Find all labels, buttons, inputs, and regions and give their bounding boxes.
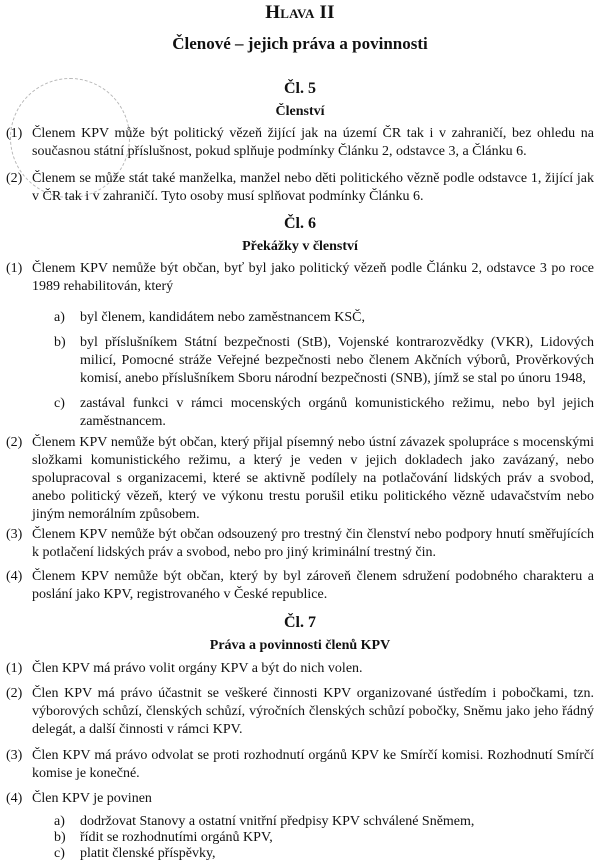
paragraph-number: (1) bbox=[6, 661, 23, 676]
article-7-paragraph-3 bbox=[6, 747, 594, 783]
article-5-paragraph-1 bbox=[6, 125, 594, 161]
article-7-item-c bbox=[54, 845, 594, 863]
item-letter: a) bbox=[54, 310, 65, 325]
paragraph-number: (4) bbox=[6, 791, 23, 806]
paragraph-number: (2) bbox=[6, 435, 23, 450]
item-letter: a) bbox=[54, 814, 65, 829]
paragraph-text: Členem KPV nemůže být občan odsouzený pro trestný čin členství nebo podpory hnutí směřujících k potlačení lidských práv a svobod, nebo pro jiný kriminální trestný čin. bbox=[32, 527, 594, 560]
paragraph-number: (2) bbox=[6, 686, 23, 701]
paragraph-number: (1) bbox=[6, 126, 23, 141]
item-letter: b) bbox=[54, 335, 66, 350]
paragraph-number: (3) bbox=[6, 748, 23, 763]
paragraph-number: (4) bbox=[6, 569, 23, 584]
paragraph-number: (1) bbox=[6, 261, 23, 276]
article-7-paragraph-1 bbox=[6, 660, 594, 678]
article-6-item-b bbox=[54, 334, 594, 388]
item-text: dodržovat Stanovy a ostatní vnitřní předpisy KPV schválené Sněmem, bbox=[80, 814, 475, 829]
article-7-paragraph-4 bbox=[6, 790, 594, 808]
article-5-paragraph-2 bbox=[6, 170, 594, 206]
paragraph-number: (3) bbox=[6, 527, 23, 542]
article-6-paragraph-1 bbox=[6, 260, 594, 296]
item-text: zastával funkci v rámci mocenských orgánů komunistického režimu, nebo byl jejich zaměstnancem. bbox=[80, 396, 594, 429]
chapter-subtitle: Členové – jejich práva a povinnosti bbox=[172, 34, 428, 53]
item-text: byl členem, kandidátem nebo zaměstnancem KSČ, bbox=[80, 310, 365, 325]
article-7-paragraph-2 bbox=[6, 685, 594, 739]
item-text: byl příslušníkem Státní bezpečnosti (StB), Vojenské kontrarozvědky (VKR), Lidových milicí, Pomocné stráže Veřejné bezpečnosti nebo členem Akčních výborů, Prověrkových komisí, anebo příslušníkem Sboru národní bezpečnosti (SNB), jímž se stal po únoru 1948, bbox=[80, 335, 594, 386]
article-6-number: Čl. 6 bbox=[284, 215, 316, 232]
article-5-number: Čl. 5 bbox=[284, 80, 316, 97]
item-text: platit členské příspěvky, bbox=[80, 846, 216, 861]
paragraph-text: Členem KPV nemůže být občan, byť byl jako politický vězeň podle Článku 2, odstavce 3 po roce 1989 rehabilitován, který bbox=[32, 261, 594, 294]
item-letter: c) bbox=[54, 846, 65, 861]
paragraph-text: Člen KPV má právo volit orgány KPV a být do nich volen. bbox=[32, 661, 363, 676]
item-letter: b) bbox=[54, 830, 66, 845]
item-letter: c) bbox=[54, 396, 65, 411]
paragraph-text: Členem se může stát také manželka, manžel nebo děti politického vězně podle odstavce 1, žijící jak v ČR tak i v zahraničí. Tyto osoby musí splňovat podmínky Článku 6. bbox=[32, 171, 594, 204]
item-text: řídit se rozhodnutími orgánů KPV, bbox=[80, 830, 273, 845]
paragraph-text: Člen KPV má právo odvolat se proti rozhodnutí orgánů KPV ke Smírčí komisi. Rozhodnutí Smírčí komise je konečné. bbox=[32, 748, 594, 781]
article-6-title: Překážky v členství bbox=[242, 239, 358, 254]
article-6-item-a bbox=[54, 309, 594, 327]
paragraph-text: Členem KPV může být politický vězeň žijící jak na území ČR tak i v zahraničí, bez ohledu na současnou státní příslušnost, pokud splňuje podmínky Článku 2, odstavce 3, a Článku 6. bbox=[32, 126, 594, 159]
paragraph-text: Členem KPV nemůže být občan, který by byl zároveň členem sdružení podobného charakteru a poslání jako KPV, registrovaného v České republice. bbox=[32, 569, 594, 602]
paragraph-text: Členem KPV nemůže být občan, který přijal písemný nebo ústní závazek spolupráce s mocenskými složkami komunistického režimu, a který je veden v jejich dokladech jako zavázaný, nebo spolupracoval s organizacemi, které se aktivně podílely na potlačování lidských práv a svobod, anebo politický vězeň, který ve výkonu trestu porušil etiku politického vězně udavačstvím nebo jiným nemorálním způsobem. bbox=[32, 435, 594, 522]
article-7-number: Čl. 7 bbox=[284, 614, 316, 631]
paragraph-number: (2) bbox=[6, 171, 23, 186]
chapter-heading: Hlava II bbox=[265, 2, 335, 23]
article-7-title: Práva a povinnosti členů KPV bbox=[209, 638, 391, 653]
paragraph-text: Člen KPV má právo účastnit se veškeré činnosti KPV organizované ústředím i pobočkami, tzn. výborových schůzí, členských schůzí, výročních členských schůzí pobočky, Sněmu jako jeho řádný delegát, a další činnosti v rámci KPV. bbox=[32, 686, 594, 737]
article-6-paragraph-3 bbox=[6, 526, 594, 562]
article-6-paragraph-2 bbox=[6, 434, 594, 524]
article-6-paragraph-4 bbox=[6, 568, 594, 604]
paragraph-text: Člen KPV je povinen bbox=[32, 791, 152, 806]
article-5-title: Členství bbox=[275, 104, 325, 119]
article-6-item-c bbox=[54, 395, 594, 431]
